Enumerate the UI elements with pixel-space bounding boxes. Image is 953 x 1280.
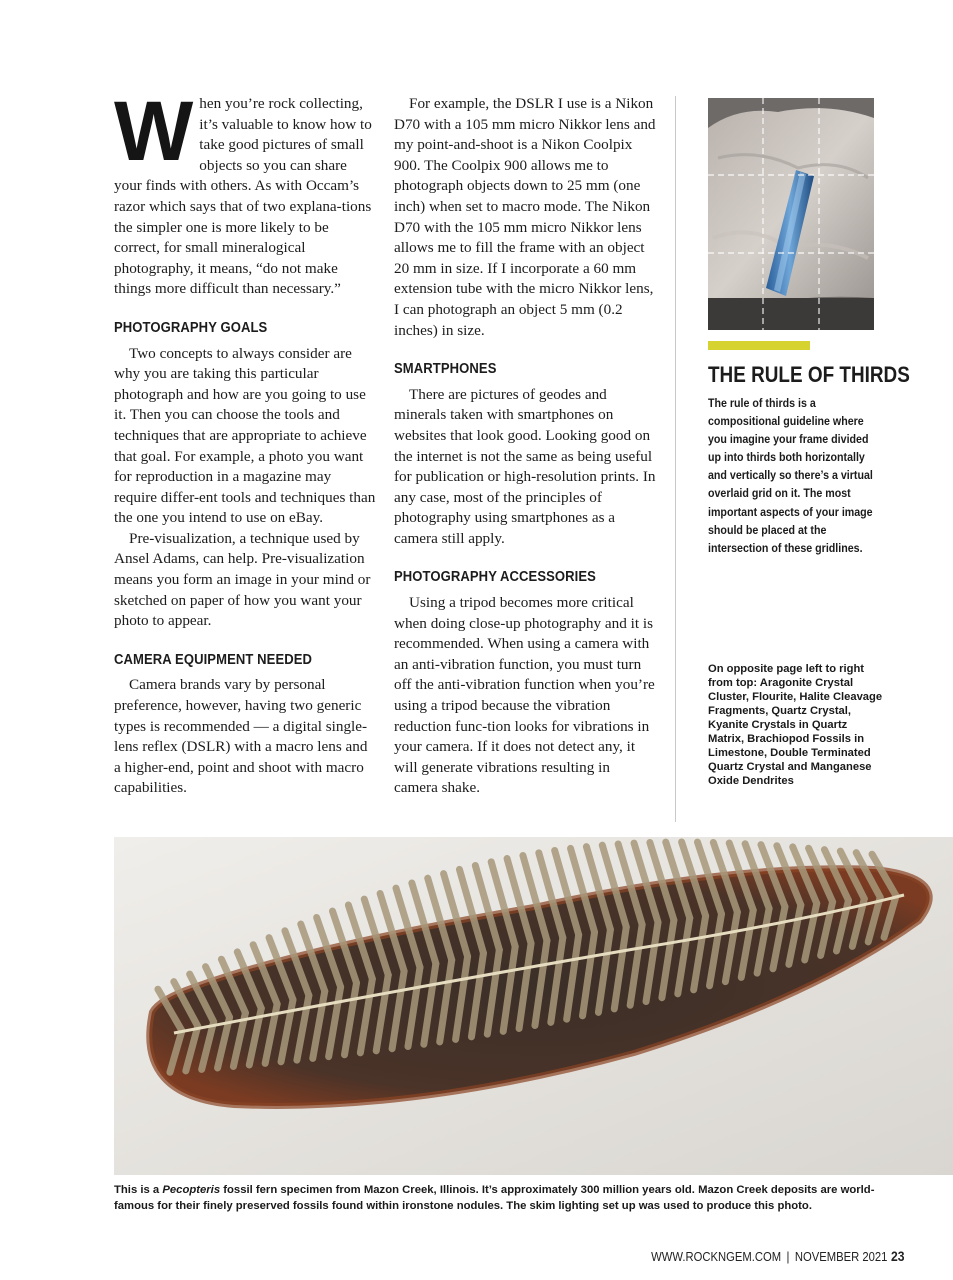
heading-camera-equipment: CAMERA EQUIPMENT NEEDED: [114, 651, 313, 668]
article-column-1: [114, 84, 376, 799]
drop-cap: W: [114, 84, 194, 178]
heading-photography-accessories: PHOTOGRAPHY ACCESSORIES: [394, 569, 596, 586]
sidebar-accent-bar: [708, 341, 810, 350]
goals-paragraph-2: Pre-visualization, a technique used by Ansel Adams, can help. Pre-visualization means you form an image in your mind or sketched on paper of how you want your photo to appear.: [114, 529, 371, 630]
footer-separator: |: [787, 1250, 790, 1264]
intro-paragraph: [114, 84, 376, 300]
equipment-continued-paragraph: For example, the DSLR I use is a Nikon D70 with a 105 mm micro Nikkor lens and my point-and-shoot is a Nikon Coolpix 900. The Coolpix 900 allows me to photograph objects down to 25 mm (one inch) when set to macro mode. The Nikon D70 with the 105 mm micro Nikkor lens allows me to fill the frame with an object 20 mm in size. If I incorporate a 60 mm extension tube with the micro Nikkor lens, I can photograph an object 5 mm (0.2 inches) in size.: [394, 95, 656, 339]
caption-text-after: fossil fern specimen from Mazon Creek, Illinois. It’s approximately 300 million years old. Mazon Creek deposits are world-famous for their finely preserved fossils found within ironstone nodules. The skim lighting set up was used to produce this photo.: [114, 1184, 875, 1212]
opposite-caption-items: Aragonite Crystal Cluster, Flourite, Halite Cleavage Fragments, Quartz Crystal, Kyanite Crystals in Quartz Matrix, Brachiopod Fossils in Limestone, Double Terminated Quartz Crystal and Manganese Oxide Dendrites: [708, 677, 883, 787]
intro-text: hen you’re rock collecting, it’s valuable to know how to take good pictures of small objects so you can share your finds with others. As with Occam’s razor which says that of two explana-tions the simpler one is more likely to be correct, for small mineralogical photography, it means, “do not make things more difficult than necessary.”: [114, 95, 372, 298]
opposite-page-caption: [708, 662, 883, 788]
caption-text-before: This is a: [114, 1184, 163, 1196]
footer-website: WWW.ROCKNGEM.COM: [651, 1250, 782, 1264]
pecopteris-fossil-photo: [114, 837, 953, 1175]
equipment-paragraph: Camera brands vary by personal preference, however, having two generic types is recommended — a digital single-lens reflex (DSLR) with a macro lens and a higher-end, point and shoot with macro capabilities.: [114, 676, 368, 797]
page-footer: [652, 1249, 905, 1264]
caption-species: Pecopteris: [162, 1184, 221, 1196]
sidebar-body: The rule of thirds is a compositional guideline where you imagine your frame divided up into thirds both horizontally and vertically so there’s a virtual overlaid grid on it. The most important aspects of your image should be placed at the intersection of these gridlines.: [708, 396, 873, 555]
footer-issue: NOVEMBER 2021: [795, 1250, 888, 1264]
heading-smartphones: SMARTPHONES: [394, 361, 497, 378]
page-number: 23: [891, 1249, 905, 1264]
smartphones-paragraph: There are pictures of geodes and minerals taken with smartphones on websites that look good. Looking good on the internet is not the same as being useful for publication or high-resolution prints. In any case, most of the principles of photography using smartphones as a camera still apply.: [394, 385, 656, 547]
opposite-caption-lead: On opposite page left to right from top:: [708, 663, 864, 689]
accessories-paragraph: Using a tripod becomes more critical when doing close-up photography and it is recommended. When using a camera with an anti-vibration function, you must turn off the anti-vibration function when you’re using a tripod because the vibration reduction func-tion looks for vibrations in your camera. If it does not detect any, it will generate vibrations resulting in camera shake.: [394, 594, 655, 797]
fossil-photo-caption: [114, 1182, 904, 1214]
column-divider: [675, 96, 676, 822]
article-column-2: [394, 94, 656, 799]
sidebar-title: THE RULE OF THIRDS: [708, 362, 910, 387]
heading-photography-goals: PHOTOGRAPHY GOALS: [114, 319, 268, 336]
kyanite-rule-of-thirds-photo: [708, 98, 874, 330]
goals-paragraph-1: Two concepts to always consider are why you are taking this particular photograph and how are you going to use it. Then you can choose the tools and techniques that are appropriate to achieve that goal. For example, a photo you want for reproduction in a magazine may require differ-ent tools and techniques than the one you intend to use on eBay.: [114, 344, 376, 527]
